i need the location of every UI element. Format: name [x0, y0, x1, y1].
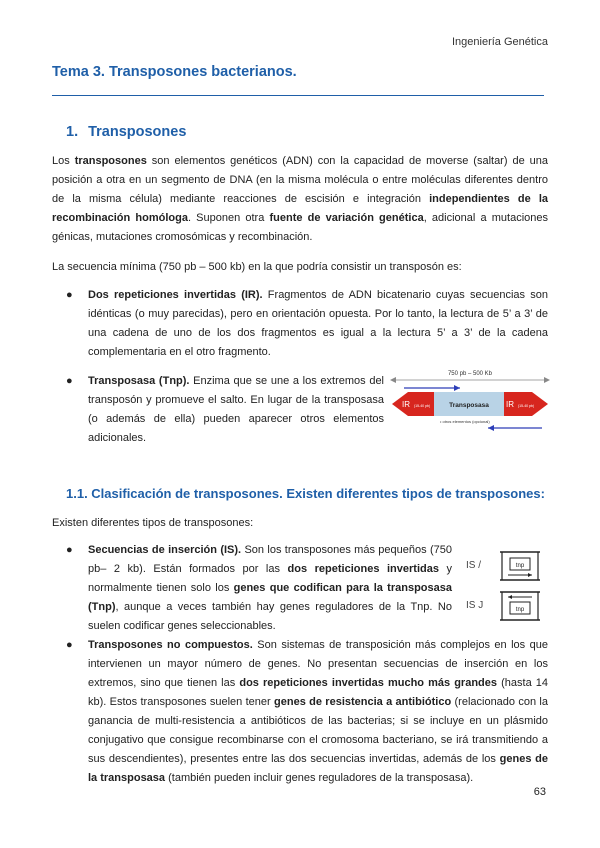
- subsection-heading: 1.1. Clasificación de transposones. Existen diferentes tipos de transposones:: [66, 486, 545, 501]
- bullet-dot: ●: [66, 639, 73, 651]
- bullet-dot: ●: [66, 289, 73, 301]
- span-arrow-left-icon: [390, 377, 396, 383]
- right-ir-size: (15-40 pb): [518, 404, 535, 408]
- svg-text:tnp: tnp: [515, 563, 525, 569]
- arrow-right-icon: [528, 573, 532, 577]
- bullet-dot: ●: [66, 375, 73, 387]
- left-ir-size: (15-40 pb): [414, 404, 431, 408]
- right-ir-label: IR: [506, 400, 514, 409]
- chapter-title: Tema 3. Transposones bacterianos.: [52, 64, 297, 80]
- arrow-right-icon: [454, 385, 460, 391]
- bullet-inverted-repeats: Dos repeticiones invertidas (IR). Fragmentos de ADN bicatenario cuyas secuencias son idénticas (o muy parecidas), pero en orientación opuesta. Por lo tanto, la lectura de 5’ a 3’ de una cadena de uno de los dos fragmentos es igual a la lectura 5’ a 3’ de la cadena complementaria en el otro fragmento.: [88, 289, 548, 358]
- span-arrow-right-icon: [544, 377, 550, 383]
- bullet-dot: ●: [66, 544, 73, 556]
- range-label: 750 pb – 500 Kb: [447, 371, 493, 377]
- bullet-non-composite: Transposones no compuestos. Son sistemas de transposición más complejos en los que intervienen un mayor número de genes. No presentan secuencias de inserción en los extremos, sino que tienen las dos repeticiones invertidas mucho más grandes (hasta 14 kb). Estos transposones suelen tener genes de resistencia a antibiótico (relacionado con la ganancia de multi-resistencia a antibióticos de las bacterias; si se incluye en un plásmido conjugativo que consigue recombinarse con el cromosoma bacteriano, se irá transmitiendo a sus descendientes), presentes entre las dos secuencias invertidas, además de los genes de la transposasa (también pueden incluir genes reguladores de la transposasa).: [88, 639, 549, 784]
- bullet-insertion-sequences: Secuencias de inserción (IS). Son los transposones más pequeños (750 pb– 2 kb). Están formados por las dos repeticiones invertidas y normalmente tienen solo los genes que codifican para la transposasa (Tnp), aunque a veces también hay genes reguladores de la Tnp. No suelen codificar genes seleccionables.: [88, 544, 452, 632]
- svg-text:tnp: tnp: [515, 607, 525, 613]
- arrow-left-icon: [488, 425, 494, 431]
- intro-paragraph: Los transposones son elementos genéticos (ADN) con la capacidad de moverse (saltar) de una posición a otra en un segmento de DNA (en la misma molécula o entre moléculas diferentes dentro de la misma célula) mediante reacciones de escisión e integración independientes de la recombinación homóloga. Suponen otra fuente de variación genética, adicional a mutaciones génicas, mutaciones cromosómicas y recombinación.: [52, 155, 549, 243]
- is-label-1: IS /: [466, 560, 482, 571]
- section-heading: [66, 124, 186, 140]
- bullet-transposase: Transposasa (Tnp). Enzima que se une a los extremos del transposón y promueve el salto. En lugar de la transposasa (o además de ella) pueden aparecer otros elementos adicionales.: [88, 375, 385, 444]
- section-title: Transposones: [88, 124, 187, 140]
- minimal-sequence-paragraph: La secuencia mínima (750 pb – 500 kb) en la que podría consistir un transposón es:: [52, 261, 462, 273]
- other-elements-note: • otros elementos (opcional): [440, 419, 490, 424]
- types-intro: Existen diferentes tipos de transposones:: [52, 517, 254, 529]
- is-label-2: IS J: [466, 600, 484, 611]
- left-ir-label: IR: [402, 400, 410, 409]
- title-divider: [52, 95, 544, 96]
- page-number: 63: [533, 786, 546, 798]
- transposon-diagram: [390, 366, 550, 434]
- is-diagram-2: [462, 588, 548, 624]
- arrow-left-icon: [508, 595, 512, 599]
- transposase-label: Transposasa: [449, 402, 489, 409]
- running-header: Ingeniería Genética: [451, 36, 548, 48]
- section-number: 1.: [66, 124, 79, 140]
- is-diagram-1: [462, 548, 548, 584]
